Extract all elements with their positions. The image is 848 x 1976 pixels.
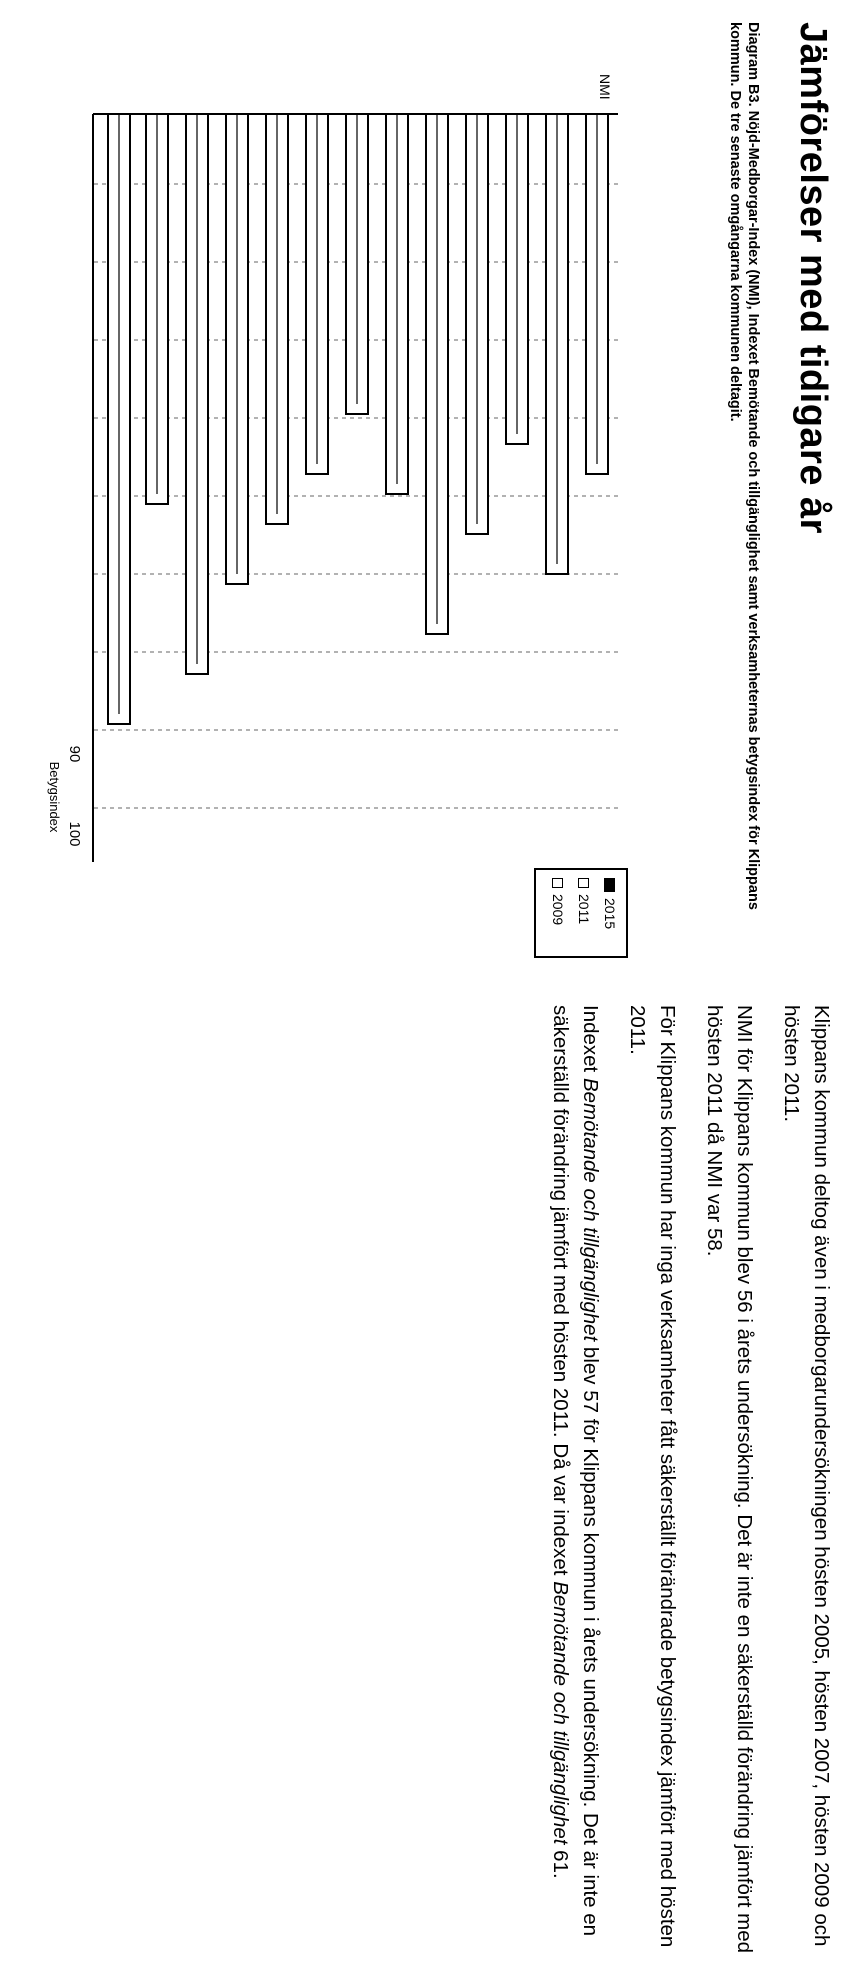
paragraph-index-part-3: 61.: [549, 1844, 572, 1879]
x-tick-label-90: 90: [66, 745, 83, 763]
legend-label-2009: 2009: [550, 894, 566, 926]
body-text: [528, 1005, 836, 1955]
paragraph-nmi: NMI för Klippans kommun blev 56 i årets undersökning. Det är inte en säkerställd förändring jämfört med hösten 2011 då NMI var 58.: [703, 1005, 756, 1954]
chart-caption: Diagram B3. Nöjd-Medborgar-Index (NMI), Indexet Bemötande och tillgänglighet samt verksamheternas betygsindex för Klippans kommun. De tre senaste omgångarna kommunen deltagit.: [727, 22, 761, 910]
legend-label-2011: 2011: [576, 894, 592, 925]
category-label-nmi: NMI: [597, 74, 613, 100]
paragraph-index: [545, 1005, 605, 1955]
paragraph-index-emphasis-2: Bemötande och tillgänglighet: [549, 1581, 572, 1845]
paragraph-index-part-2: blev 57 för Klippans kommun i årets undersökning. Det är inte en säkerställd förändring jämfört med hösten 2011. Då var indexet: [549, 1005, 602, 1937]
legend-label-2015: 2015: [602, 898, 618, 930]
paragraph-index-part-1: Indexet: [579, 1005, 602, 1078]
x-axis-label: Betygsindex: [47, 761, 62, 833]
paragraph-participation: Klippans kommun deltog även i medborgarundersökningen hösten 2005, hösten 2007, hösten 2009 och hösten 2011.: [780, 1005, 833, 1947]
legend-swatch-2015: [605, 878, 616, 892]
legend-item-2015: [602, 878, 618, 929]
legend-swatch-2009: [553, 878, 564, 888]
legend-item-2011: [576, 878, 592, 924]
legend-swatch-2011: [579, 878, 590, 888]
chart-legend: [534, 868, 628, 958]
page-title: Jämförelser med tidigare år: [792, 22, 834, 534]
x-tick-label-100: 100: [66, 821, 83, 847]
paragraph-index-emphasis-1: Bemötande och tillgänglighet: [579, 1077, 602, 1342]
legend-item-2009: [550, 878, 566, 925]
bar-chart: [0, 22, 678, 962]
paragraph-activities: För Klippans kommun har inga verksamheter fått säkerställt förändrade betygsindex jämfört med hösten 2011.: [626, 1005, 679, 1948]
